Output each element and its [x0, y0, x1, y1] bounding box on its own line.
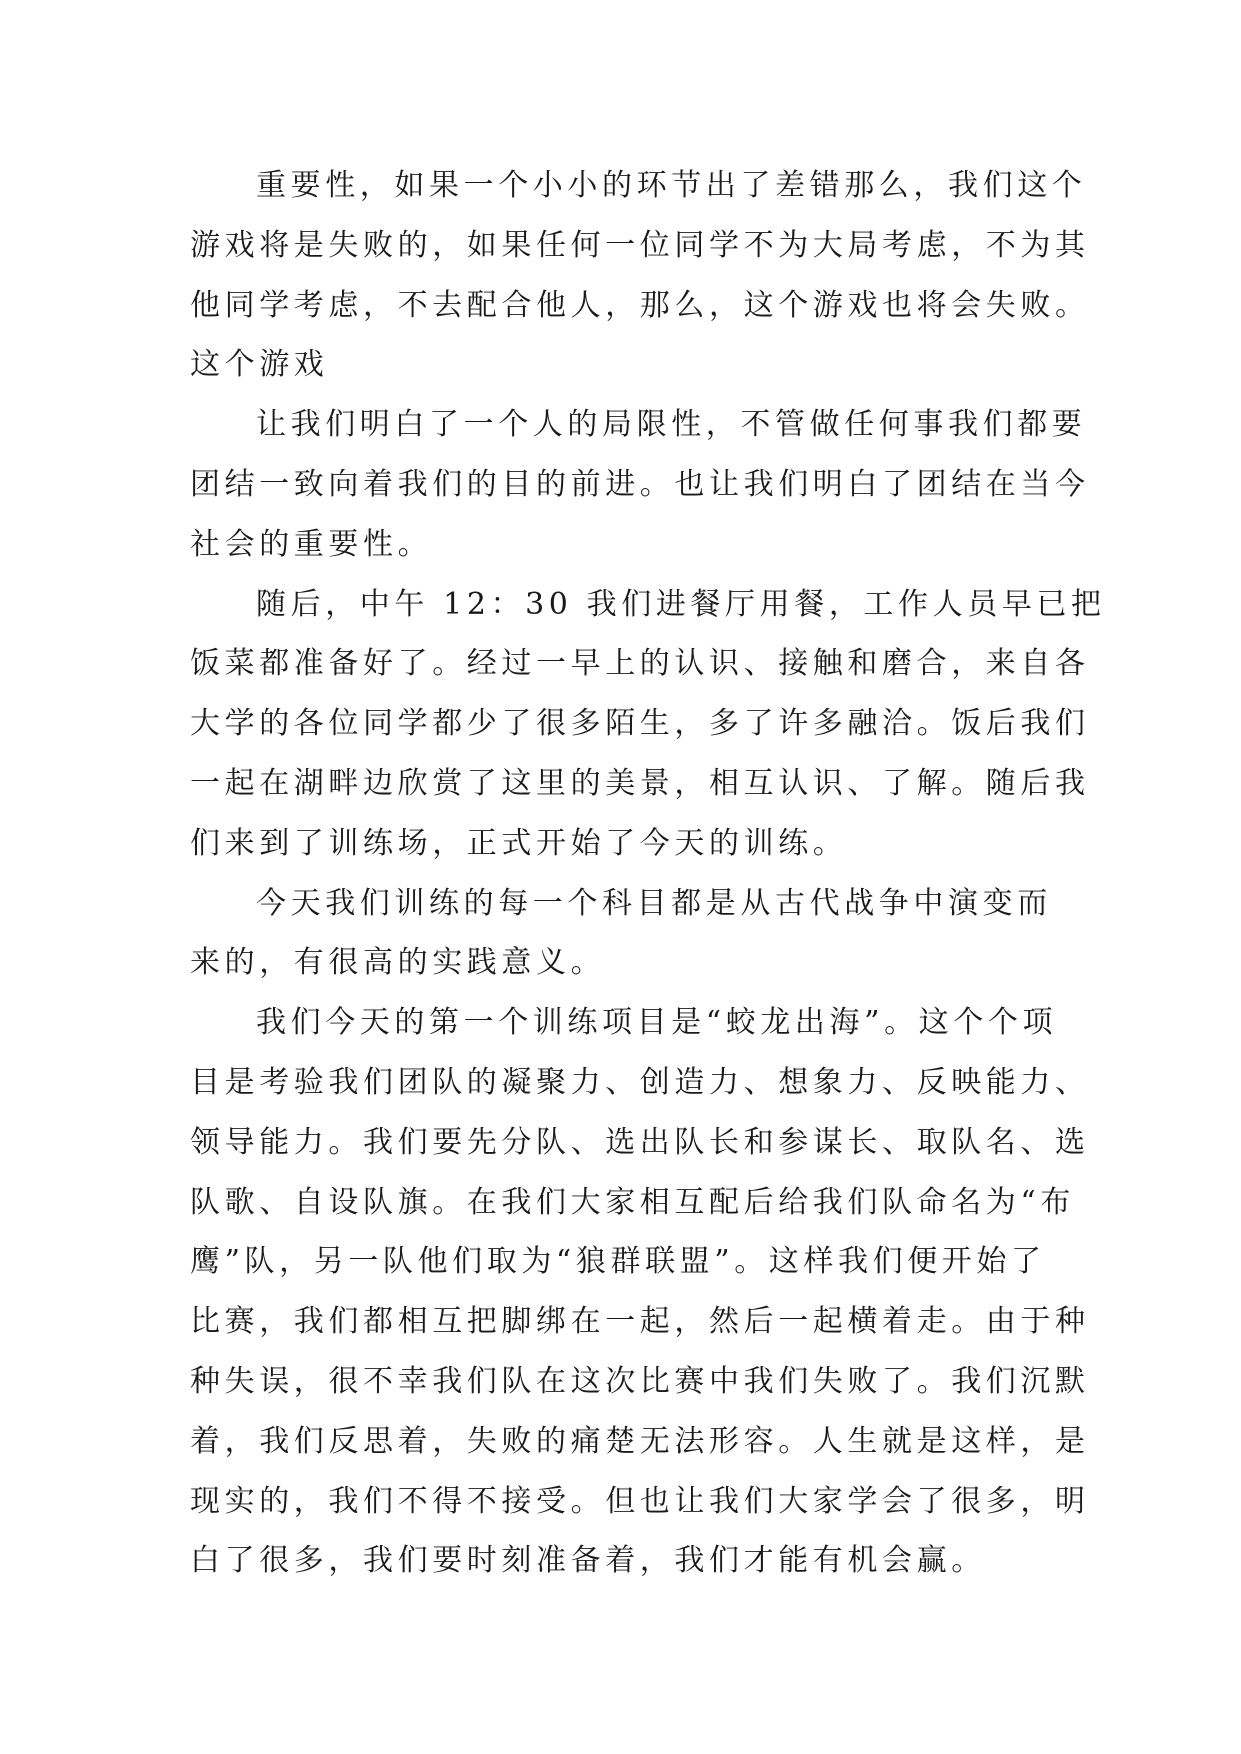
text-line: 随后，中午 12：30 我们进餐厅用餐，工作人员早已把 [256, 586, 1106, 622]
text-line: 种失误，很不幸我们队在这次比赛中我们失败了。我们沉默 [190, 1363, 1090, 1399]
body-text [190, 156, 1106, 1591]
text-line: 一起在湖畔边欣赏了这里的美景，相互认识、了解。随后我 [190, 765, 1090, 801]
text-line: 现实的，我们不得不接受。但也让我们大家学会了很多，明 [190, 1483, 1090, 1519]
text-line: 鹰”队，另一队他们取为“狼群联盟”。这样我们便开始了 [190, 1244, 1046, 1280]
text-line: 大学的各位同学都少了很多陌生，多了许多融洽。饭后我们 [190, 706, 1090, 742]
text-line: 我们今天的第一个训练项目是“蛟龙出海”。这个个项 [256, 1005, 1058, 1041]
text-line: 们来到了训练场，正式开始了今天的训练。 [190, 825, 848, 861]
text-line: 今天我们训练的每一个科目都是从古代战争中演变而 [256, 885, 1052, 921]
text-line: 团结一致向着我们的目的前进。也让我们明白了团结在当今 [190, 466, 1090, 502]
text-line: 比赛，我们都相互把脚绑在一起，然后一起横着走。由于种 [190, 1304, 1090, 1340]
text-line: 重要性，如果一个小小的环节出了差错那么，我们这个 [256, 168, 1087, 203]
text-line: 队歌、自设队旗。在我们大家相互配后给我们队命名为“布 [190, 1184, 1075, 1220]
text-line: 游戏将是失败的，如果任何一位同学不为大局考虑，不为其 [190, 227, 1090, 263]
text-line: 白了很多，我们要时刻准备着，我们才能有机会赢。 [190, 1543, 986, 1579]
text-line: 他同学考虑，不去配合他人，那么，这个游戏也将会失败。 [190, 287, 1090, 323]
text-line: 着，我们反思着，失败的痛楚无法形容。人生就是这样，是 [190, 1423, 1090, 1459]
text-line: 让我们明白了一个人的局限性，不管做任何事我们都要 [256, 407, 1087, 443]
text-line: 目是考验我们团队的凝聚力、创造力、想象力、反映能力、 [190, 1064, 1090, 1100]
text-line: 领导能力。我们要先分队、选出队长和参谋长、取队名、选 [190, 1124, 1090, 1160]
text-line: 这个游戏 [190, 347, 329, 383]
text-line: 来的，有很高的实践意义。 [190, 945, 606, 981]
text-line: 饭菜都准备好了。经过一早上的认识、接触和磨合，来自各 [190, 646, 1090, 682]
text-line: 社会的重要性。 [190, 526, 433, 562]
